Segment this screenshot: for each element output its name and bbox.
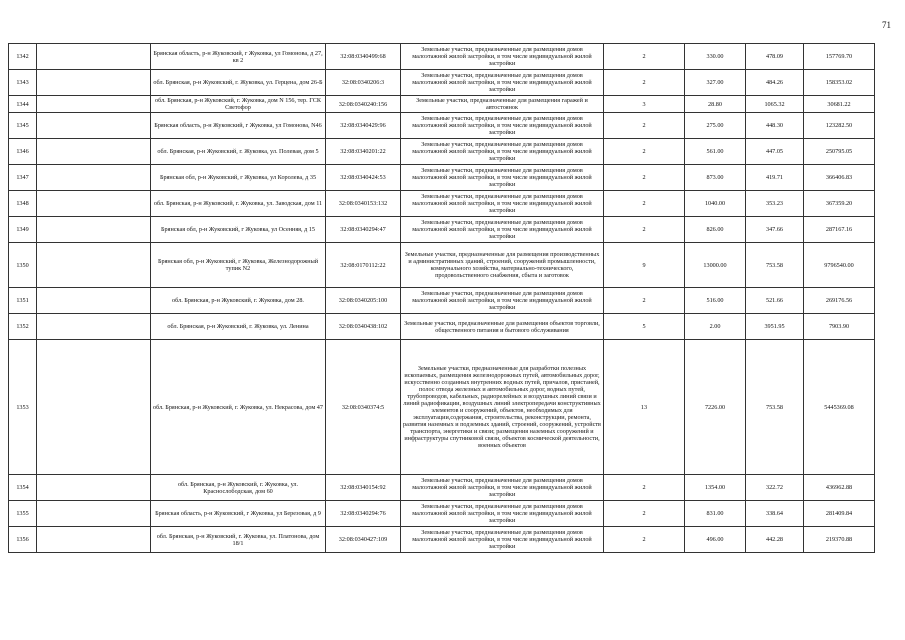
- table-row: [9, 243, 875, 288]
- row-number: 1343: [9, 70, 37, 96]
- value-cell: 30681.22: [804, 96, 875, 113]
- table-row: [9, 340, 875, 475]
- address-cell: Брянская обл, р-н Жуковский, г Жуковка, ул Королева, д 35: [151, 165, 326, 191]
- row-number: 1348: [9, 191, 37, 217]
- area-cell: 826.00: [685, 217, 746, 243]
- value-cell: 269176.56: [804, 288, 875, 314]
- area-cell: 28.80: [685, 96, 746, 113]
- cadastral-number-cell: 32:08:0170112:22: [326, 243, 401, 288]
- cadastral-number-cell: 32:08:0340374:5: [326, 340, 401, 475]
- blank-cell: [37, 70, 151, 96]
- blank-cell: [37, 243, 151, 288]
- address-cell: Брянская область, р-н Жуковский, г Жуковка, ул Березовая, д 9: [151, 501, 326, 527]
- address-cell: Брянская область, р-н Жуковский, г Жуковка, ул Гомонова, д 27, кв 2: [151, 44, 326, 70]
- category-cell: 2: [604, 217, 685, 243]
- row-number: 1355: [9, 501, 37, 527]
- row-number: 1354: [9, 475, 37, 501]
- blank-cell: [37, 217, 151, 243]
- price-cell: 353.23: [746, 191, 804, 217]
- row-number: 1349: [9, 217, 37, 243]
- area-cell: 873.00: [685, 165, 746, 191]
- table-row: [9, 314, 875, 340]
- purpose-cell: Земельные участки, предназначенные для размещения домов малоэтажной жилой застройки, в том числе индивидуальной жилой застройки: [401, 475, 604, 501]
- row-number: 1352: [9, 314, 37, 340]
- address-cell: Брянская область, р-н Жуковский, г Жуковка, ул Гомонова, N46: [151, 113, 326, 139]
- price-cell: 753.58: [746, 243, 804, 288]
- value-cell: 287167.16: [804, 217, 875, 243]
- address-cell: обл. Брянская, р-н Жуковский, г. Жуковка, ул. Краснослободская, дом 60: [151, 475, 326, 501]
- category-cell: 3: [604, 96, 685, 113]
- page-number: 71: [882, 20, 891, 30]
- row-number: 1353: [9, 340, 37, 475]
- area-cell: 831.00: [685, 501, 746, 527]
- blank-cell: [37, 288, 151, 314]
- row-number: 1344: [9, 96, 37, 113]
- price-cell: 419.71: [746, 165, 804, 191]
- table-row: [9, 475, 875, 501]
- purpose-cell: Земельные участки, предназначенные для размещения объектов торговли, общественного питания и бытового обслуживания: [401, 314, 604, 340]
- purpose-cell: Земельные участки, предназначенные для размещения домов малоэтажной жилой застройки, в том числе индивидуальной жилой застройки: [401, 70, 604, 96]
- address-cell: обл. Брянская, р-н Жуковский, г. Жуковка, ул. Платонова, дом 18/1: [151, 527, 326, 553]
- cadastral-number-cell: 32:08:0340154:92: [326, 475, 401, 501]
- cadastral-number-cell: 32:08:0340429:96: [326, 113, 401, 139]
- cadastral-number-cell: 32:08:0340499:68: [326, 44, 401, 70]
- price-cell: 753.58: [746, 340, 804, 475]
- address-cell: Брянская обл, р-н Жуковский, г Жуковка, ул Осенняя, д 15: [151, 217, 326, 243]
- area-cell: 275.00: [685, 113, 746, 139]
- category-cell: 2: [604, 501, 685, 527]
- category-cell: 2: [604, 113, 685, 139]
- address-cell: обл. Брянская, р-н Жуковский, г. Жуковка, ул. Полевая, дом 5: [151, 139, 326, 165]
- value-cell: 123282.50: [804, 113, 875, 139]
- category-cell: 2: [604, 191, 685, 217]
- area-cell: 2.00: [685, 314, 746, 340]
- cadastral-number-cell: 32:08:0340424:53: [326, 165, 401, 191]
- address-cell: обл. Брянская, р-н Жуковский, г. Жуковка, дом 28.: [151, 288, 326, 314]
- category-cell: 2: [604, 70, 685, 96]
- price-cell: 447.05: [746, 139, 804, 165]
- purpose-cell: Земельные участки, предназначенные для размещения домов малоэтажной жилой застройки, в том числе индивидуальной жилой застройки: [401, 44, 604, 70]
- category-cell: 2: [604, 165, 685, 191]
- table-row: [9, 96, 875, 113]
- value-cell: 9796540.00: [804, 243, 875, 288]
- cadastral-number-cell: 32:08:0340294:47: [326, 217, 401, 243]
- cadastral-number-cell: 32:08:0340240:156: [326, 96, 401, 113]
- purpose-cell: Земельные участки, предназначенные для размещения домов малоэтажной жилой застройки, в том числе индивидуальной жилой застройки: [401, 165, 604, 191]
- category-cell: 2: [604, 139, 685, 165]
- table-row: [9, 527, 875, 553]
- table-row: [9, 113, 875, 139]
- price-cell: 322.72: [746, 475, 804, 501]
- table-row: [9, 70, 875, 96]
- blank-cell: [37, 475, 151, 501]
- table-row: [9, 501, 875, 527]
- purpose-cell: Земельные участки, предназначенные для размещения гаражей и автостоянок: [401, 96, 604, 113]
- price-cell: 338.64: [746, 501, 804, 527]
- table-row: [9, 44, 875, 70]
- cadastral-number-cell: 32:08:0340153:132: [326, 191, 401, 217]
- row-number: 1347: [9, 165, 37, 191]
- area-cell: 561.00: [685, 139, 746, 165]
- blank-cell: [37, 96, 151, 113]
- address-cell: обл. Брянская, р-н Жуковский, г. Жуковка, ул. Ленина: [151, 314, 326, 340]
- blank-cell: [37, 314, 151, 340]
- purpose-cell: Земельные участки, предназначенные для размещения домов малоэтажной жилой застройки, в том числе индивидуальной жилой застройки: [401, 139, 604, 165]
- blank-cell: [37, 340, 151, 475]
- blank-cell: [37, 165, 151, 191]
- cadastral-number-cell: 32:08:0340294:76: [326, 501, 401, 527]
- value-cell: 367359.20: [804, 191, 875, 217]
- purpose-cell: Земельные участки, предназначенные для размещения производственных и административных зданий, строений, сооружений промышленности, коммунального хозяйства, материально-технического, продовольственного снабжения, сбыта и заготовок: [401, 243, 604, 288]
- row-number: 1351: [9, 288, 37, 314]
- value-cell: 7903.90: [804, 314, 875, 340]
- cadastral-number-cell: 32:08:0340205:100: [326, 288, 401, 314]
- price-cell: 478.09: [746, 44, 804, 70]
- address-cell: Брянская обл, р-н Жуковский, г Жуковка, Железнодорожный тупик N2: [151, 243, 326, 288]
- cadastral-number-cell: 32:08:0340206:3: [326, 70, 401, 96]
- blank-cell: [37, 527, 151, 553]
- price-cell: 442.28: [746, 527, 804, 553]
- area-cell: 330.00: [685, 44, 746, 70]
- table-row: [9, 288, 875, 314]
- category-cell: 2: [604, 44, 685, 70]
- cadastral-number-cell: 32:08:0340201:22: [326, 139, 401, 165]
- blank-cell: [37, 501, 151, 527]
- value-cell: 158353.02: [804, 70, 875, 96]
- cadastral-number-cell: 32:08:0340438:102: [326, 314, 401, 340]
- category-cell: 13: [604, 340, 685, 475]
- blank-cell: [37, 113, 151, 139]
- table-row: [9, 217, 875, 243]
- purpose-cell: Земельные участки, предназначенные для разработки полезных ископаемых, размещения железнодорожных путей, автомобильных дорог, искусственно созданных внутренних водных путей, причалов, пристаней, полос отвода железных и автомобильных дорог, водных путей, трубопроводов, кабельных, радиорелейных и воздушных линий связи и линий радиофикации, воздушных линий электропередачи конструктивных элементов и сооружений, объектов, необходимых для эксплуатации,содержания, строительства, реконструкции, ремонта, развития наземных и подземных зданий, строений, сооружений, устройств транспорта, энергетики и связи; размещения наземных сооружений и инфраструктуры спутниковой связи, объектов космической деятельности, военных объектов: [401, 340, 604, 475]
- table-row: [9, 191, 875, 217]
- price-cell: 1065.32: [746, 96, 804, 113]
- row-number: 1345: [9, 113, 37, 139]
- category-cell: 2: [604, 527, 685, 553]
- area-cell: 327.00: [685, 70, 746, 96]
- price-cell: 484.26: [746, 70, 804, 96]
- address-cell: обл. Брянская, р-н Жуковский, г. Жуковка, дом N 156, тер. ГСК Светофор: [151, 96, 326, 113]
- area-cell: 1354.00: [685, 475, 746, 501]
- category-cell: 2: [604, 475, 685, 501]
- purpose-cell: Земельные участки, предназначенные для размещения домов малоэтажной жилой застройки, в том числе индивидуальной жилой застройки: [401, 217, 604, 243]
- row-number: 1346: [9, 139, 37, 165]
- address-cell: обл. Брянская, р-н Жуковский, г. Жуковка, ул. Герцена, дом 26-Б: [151, 70, 326, 96]
- value-cell: 436962.88: [804, 475, 875, 501]
- value-cell: 5445369.08: [804, 340, 875, 475]
- purpose-cell: Земельные участки, предназначенные для размещения домов малоэтажной жилой застройки, в том числе индивидуальной жилой застройки: [401, 288, 604, 314]
- value-cell: 366406.83: [804, 165, 875, 191]
- blank-cell: [37, 44, 151, 70]
- area-cell: 496.00: [685, 527, 746, 553]
- address-cell: обл. Брянская, р-н Жуковский, г. Жуковка, ул. Заводская, дом 11: [151, 191, 326, 217]
- cadastral-number-cell: 32:08:0340427:109: [326, 527, 401, 553]
- purpose-cell: Земельные участки, предназначенные для размещения домов малоэтажной жилой застройки, в том числе индивидуальной жилой застройки: [401, 191, 604, 217]
- area-cell: 7226.00: [685, 340, 746, 475]
- table-body: [9, 44, 875, 553]
- category-cell: 2: [604, 288, 685, 314]
- table-row: [9, 139, 875, 165]
- value-cell: 219370.88: [804, 527, 875, 553]
- land-registry-table: [8, 43, 875, 553]
- value-cell: 281409.84: [804, 501, 875, 527]
- address-cell: обл. Брянская, р-н Жуковский, г. Жуковка, ул. Некрасова, дом 47: [151, 340, 326, 475]
- area-cell: 13000.00: [685, 243, 746, 288]
- area-cell: 516.00: [685, 288, 746, 314]
- row-number: 1350: [9, 243, 37, 288]
- category-cell: 9: [604, 243, 685, 288]
- category-cell: 5: [604, 314, 685, 340]
- price-cell: 3951.95: [746, 314, 804, 340]
- price-cell: 521.66: [746, 288, 804, 314]
- row-number: 1356: [9, 527, 37, 553]
- blank-cell: [37, 139, 151, 165]
- area-cell: 1040.00: [685, 191, 746, 217]
- purpose-cell: Земельные участки, предназначенные для размещения домов малоэтажной жилой застройки, в том числе индивидуальной жилой застройки: [401, 527, 604, 553]
- value-cell: 157769.70: [804, 44, 875, 70]
- purpose-cell: Земельные участки, предназначенные для размещения домов малоэтажной жилой застройки, в том числе индивидуальной жилой застройки: [401, 501, 604, 527]
- table-row: [9, 165, 875, 191]
- row-number: 1342: [9, 44, 37, 70]
- blank-cell: [37, 191, 151, 217]
- value-cell: 250795.05: [804, 139, 875, 165]
- price-cell: 448.30: [746, 113, 804, 139]
- purpose-cell: Земельные участки, предназначенные для размещения домов малоэтажной жилой застройки, в том числе индивидуальной жилой застройки: [401, 113, 604, 139]
- price-cell: 347.66: [746, 217, 804, 243]
